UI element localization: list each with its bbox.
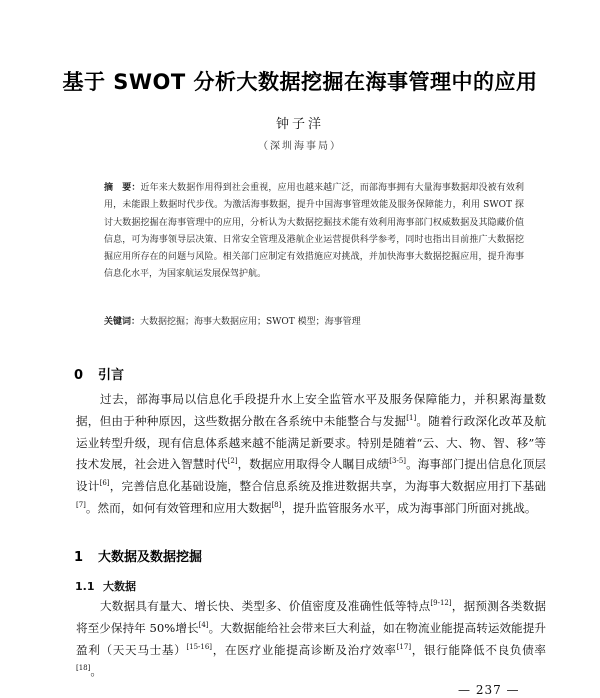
- citation: [4]: [198, 620, 209, 629]
- keywords-label: 关键词：: [104, 317, 141, 327]
- citation: [15-16]: [186, 642, 213, 651]
- subsection-heading-big-data: [75, 578, 136, 594]
- body-text: ，银行能降低不良负债率: [411, 642, 546, 657]
- author-affiliation: （深圳海事局）: [258, 141, 342, 152]
- intro-text: ，完善信息化基础设施，整合信息系统及推进数据共享，为海事大数据应用打下基础: [109, 479, 546, 494]
- intro-text: 。海事部门提出信息化顶层设计: [76, 457, 546, 494]
- body-text: 。大数据能给社会带来巨大利益，如在物流业能提高转运效能提升盈利（天天马士基）: [76, 620, 546, 657]
- introduction-paragraph: [76, 389, 546, 520]
- subsection-title: 大数据: [103, 580, 136, 593]
- body-text: ，在医疗业能提高诊断及治疗效率: [212, 642, 397, 657]
- intro-text: 过去，部海事局以信息化手段提升水上安全监管水平及服务保障能力，并积累海量数据，但由于种种原因，这些数据分散在各系统中未能整合与发掘: [76, 392, 546, 428]
- citation: [8]: [271, 500, 282, 509]
- subsection-number: 1.1: [75, 580, 95, 593]
- section-title: 引言: [98, 368, 125, 383]
- citation: [6]: [99, 479, 110, 488]
- intro-text: ，提升监管服务水平，成为海事部门所面对挑战。: [281, 500, 537, 515]
- big-data-paragraph: [76, 596, 546, 683]
- intro-text: ，数据应用取得令人瞩目成绩: [237, 457, 390, 472]
- intro-text: 。然而，如何有效管理和应用大数据: [85, 500, 272, 515]
- section-number: 1: [74, 550, 84, 565]
- page-number: — 237 —: [458, 683, 520, 697]
- body-text: 。: [90, 664, 102, 679]
- author-name: 钟子洋: [275, 117, 324, 132]
- citation: [2]: [227, 457, 238, 466]
- section-heading-introduction: [74, 364, 124, 383]
- section-heading-big-data: [74, 546, 202, 565]
- abstract-label: 摘 要：: [104, 183, 141, 193]
- keywords-text: 大数据挖掘；海事大数据应用；SWOT 模型；海事管理: [140, 317, 361, 327]
- keywords: [104, 314, 524, 330]
- section-title: 大数据及数据挖掘: [98, 550, 203, 565]
- citation: [9-12]: [430, 599, 452, 607]
- citation: [1]: [406, 413, 417, 422]
- citation: [18]: [76, 664, 91, 673]
- abstract-text: 近年来大数据作用得到社会重视，应用也越来越广泛，而部海事拥有大量海事数据却没被有效利用，未能跟上数据时代步伐。为激活海事数据，提升中国海事管理效能及服务保障能力，利用 SWOT 探讨大数据挖掘在海事管理中的应用，分析认为大数据挖掘技术能有效利用海事部门权威数据及其隐藏价值信息，可为海事领导层决策、日常安全管理及港航企业运营提供科学参考，同时也指出目前推广大数据挖掘应用所存在的问题与风险。相关部门应制定有效措施应对挑战，并加快海事大数据挖掘应用，提升海事信息化水平，为国家航运发展保驾护航。: [104, 183, 524, 280]
- abstract: [104, 180, 524, 284]
- body-text: 大数据具有量大、增长快、类型多、价值密度及准确性低等特点: [100, 599, 431, 613]
- citation: [7]: [76, 500, 86, 509]
- section-number: 0: [74, 368, 84, 383]
- intro-text: 。随着行政深化改革及航运业转型升级，现有信息体系越来越不能满足新要求。特别是随着“云、大、物、智、移”等技术发展，社会进入智慧时代: [76, 413, 546, 472]
- body-text: ，据预测各类数据将至少保持年 50%增长: [76, 599, 546, 635]
- citation: [3-5]: [389, 457, 406, 466]
- citation: [17]: [396, 642, 412, 651]
- paper-title: 基于 SWOT 分析大数据挖掘在海事管理中的应用: [62, 70, 538, 94]
